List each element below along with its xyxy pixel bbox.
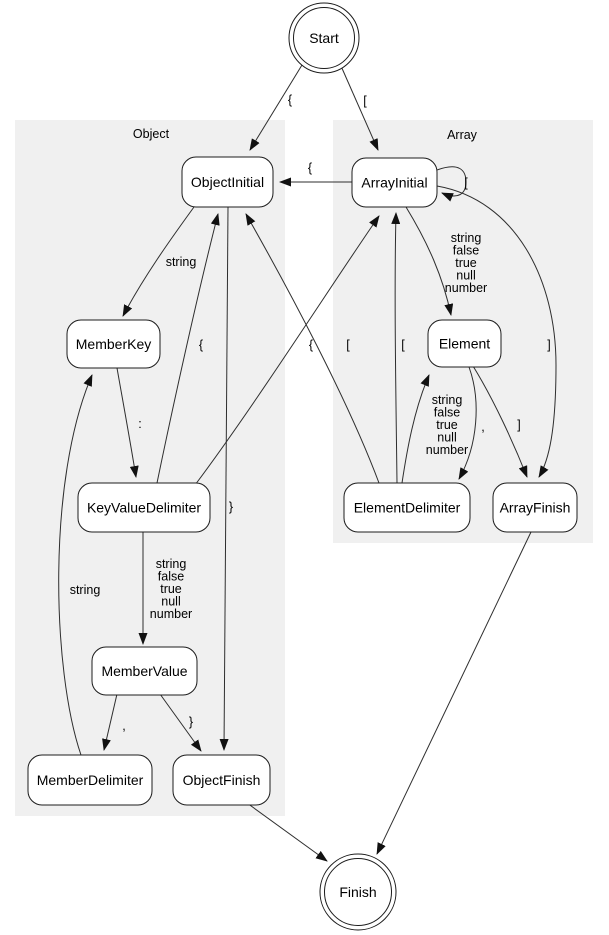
- node-label: MemberDelimiter: [36, 772, 144, 788]
- node-label: ArrayInitial: [361, 174, 428, 191]
- edge-label: }: [228, 500, 234, 514]
- cluster-object: [15, 120, 285, 816]
- cluster-label: Array: [447, 128, 477, 142]
- edge-label: true: [436, 418, 458, 432]
- edge-label: [: [464, 176, 468, 190]
- edge-label: string: [450, 231, 482, 245]
- edge-label: true: [160, 582, 182, 596]
- edge-label: string: [165, 255, 197, 269]
- edge-label: [: [401, 338, 405, 352]
- node-start: [289, 3, 359, 73]
- node-label: ElementDelimiter: [353, 499, 461, 516]
- edge-label: number: [149, 607, 193, 621]
- edge-label: number: [425, 443, 469, 457]
- edge-label: ,: [481, 420, 485, 434]
- node-label: ArrayFinish: [499, 499, 571, 516]
- edge-label: string: [431, 393, 463, 407]
- node-keyvaluedelimiter: [78, 483, 210, 532]
- node-memberkey: [67, 320, 160, 368]
- edge-label: ]: [547, 338, 551, 352]
- node-arrayinitial: [352, 158, 437, 207]
- node-objectfinish: [173, 755, 270, 805]
- node-label: MemberValue: [101, 663, 188, 679]
- node-label: Start: [309, 30, 339, 46]
- cluster-label: Object: [132, 127, 170, 141]
- edge-label: string: [69, 583, 101, 597]
- edge-label: [: [346, 338, 350, 352]
- node-objectinitial: [182, 157, 273, 207]
- node-membervalue: [92, 647, 197, 695]
- edge-label: false: [157, 569, 185, 584]
- node-arrayfinish: [493, 483, 577, 532]
- edge-label: [: [363, 94, 367, 108]
- node-label: KeyValueDelimiter: [86, 499, 202, 516]
- edge-label: ]: [517, 418, 521, 432]
- node-label: MemberKey: [75, 336, 152, 352]
- node-label: ObjectFinish: [182, 772, 261, 788]
- edge-label: string: [155, 557, 187, 571]
- edge-label: number: [444, 281, 488, 295]
- edge-label: null: [161, 594, 181, 609]
- edge-label: ,: [122, 719, 126, 733]
- edge-label: {: [307, 161, 313, 175]
- edge-label: true: [455, 256, 477, 270]
- node-label: Finish: [339, 884, 377, 900]
- edge-label: false: [433, 405, 461, 420]
- cluster-background: [15, 120, 285, 816]
- edge-label: :: [138, 417, 142, 431]
- edge-label: false: [452, 243, 480, 258]
- node-element: [428, 320, 501, 367]
- edge-label: null: [456, 268, 476, 283]
- node-label: Element: [438, 335, 491, 352]
- node-label: ObjectInitial: [190, 174, 265, 190]
- edge-label: {: [287, 93, 293, 107]
- edge-label: null: [437, 430, 457, 445]
- node-memberdelimiter: [28, 755, 152, 805]
- node-finish: [320, 854, 396, 930]
- edge-label: {: [198, 338, 204, 352]
- edge-label: {: [308, 338, 314, 352]
- edge-label: }: [188, 715, 194, 729]
- node-elementdelimiter: [344, 483, 470, 532]
